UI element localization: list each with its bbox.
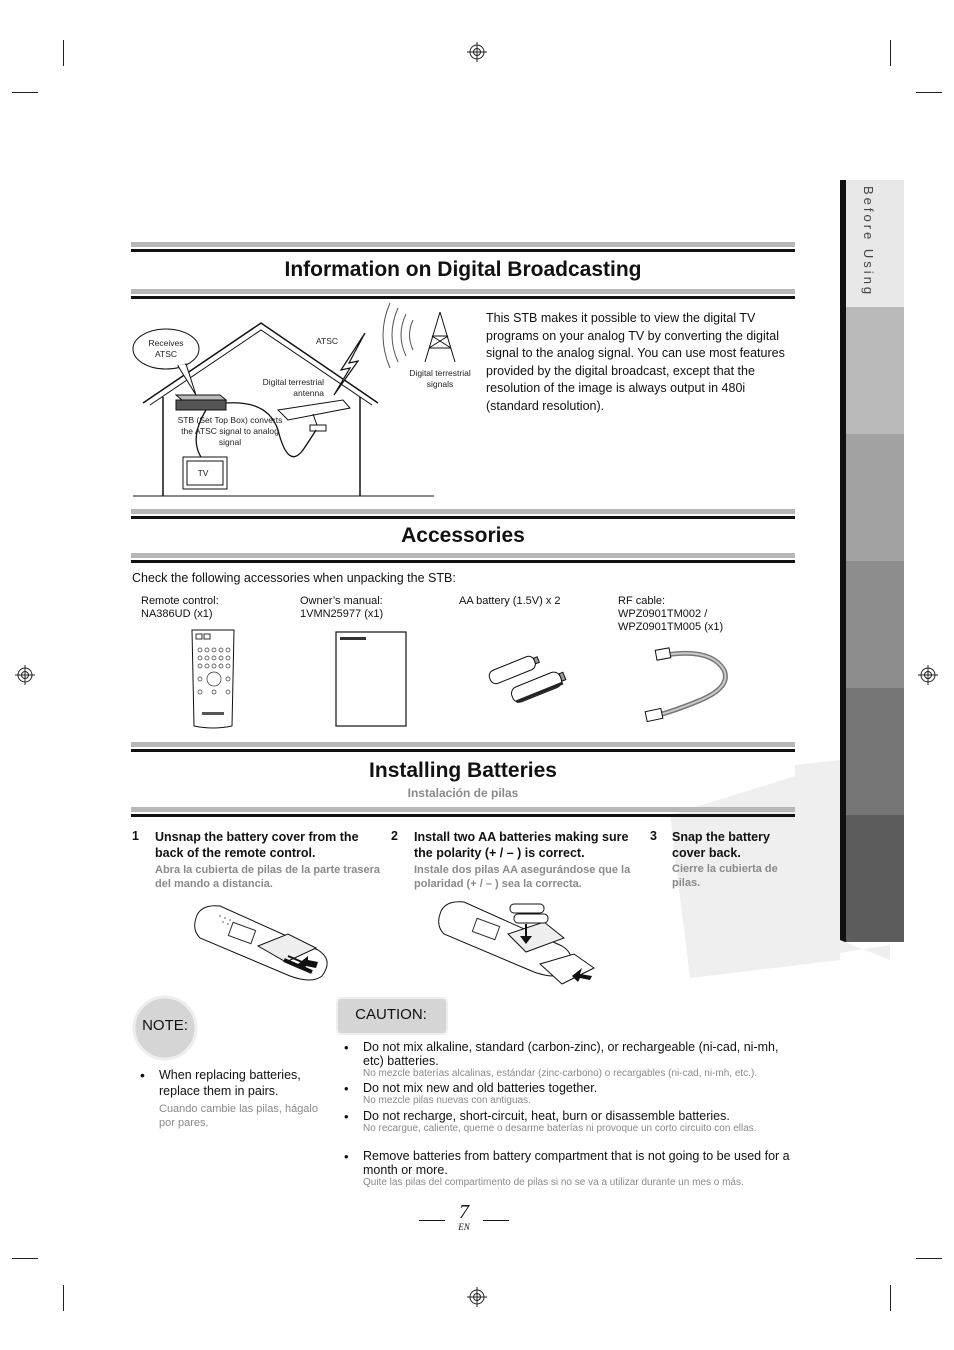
label-antenna: Digital terrestrial antenna: [262, 377, 324, 398]
step-2-es: Instale dos pilas AA asegurándose que la polaridad (+ / – ) sea la correcta.: [414, 864, 631, 890]
header-rule: [131, 249, 795, 252]
rf-cable-icon: [636, 640, 736, 730]
step-1-title: Unsnap the battery cover from the back of the remote control.: [155, 830, 359, 860]
label-terrestrial-signals: Digital terrestrial signals: [409, 368, 471, 389]
section-title-installing-batteries: Installing Batteries: [369, 759, 557, 782]
registration-mark-icon: [918, 665, 938, 685]
step-2-number: 2: [391, 829, 398, 843]
section-title-accessories: Accessories: [401, 524, 525, 547]
header-rule: [131, 242, 795, 247]
header-rule: [131, 749, 795, 752]
step-1-number: 1: [132, 829, 139, 843]
step-2-illustration: [434, 894, 604, 990]
registration-mark-icon: [15, 665, 35, 685]
caution-item-1: Do not mix alkaline, standard (carbon-zinc), or rechargeable (ni-cad, ni-mh, etc) batteries. No mezcle baterías alcalinas, estándar (zinc-carbono) o recargables (ni-cad, ni-mh, etc.).: [363, 1040, 779, 1079]
header-rule: [131, 560, 795, 563]
header-rule: [131, 807, 795, 812]
registration-mark-icon: [467, 42, 487, 62]
aa-battery-icon: [484, 644, 570, 710]
header-rule: [131, 742, 795, 747]
crop-mark: [890, 1285, 891, 1311]
step-2-title: Install two AA batteries making sure the polarity (+ / – ) is correct.: [414, 830, 629, 860]
note-label: NOTE:: [142, 1017, 188, 1034]
page-number-rule: [419, 1220, 445, 1221]
side-tab-segment: [840, 434, 904, 561]
caution-bullet: •: [344, 1109, 349, 1124]
label-tv: TV: [197, 468, 209, 478]
side-tab-segment: [840, 307, 904, 434]
header-rule: [131, 516, 795, 519]
note-bullet: •: [140, 1067, 145, 1083]
crop-mark: [12, 92, 38, 93]
note-text-es: Cuando cambie las pilas, hágalo por pares.: [159, 1103, 318, 1129]
label-atsc: ATSC: [315, 336, 339, 346]
accessory-rf-cable: RF cable: WPZ0901TM002 / WPZ0901TM005 (x1): [618, 595, 724, 633]
accessory-remote: Remote control: NA386UD (x1): [141, 595, 219, 620]
digital-broadcasting-description: This STB makes it possible to view the digital TV programs on your analog TV by converting the digital signal to the analog signal. You can use most features provided by the digital broadcast, except that the resolution of the image is always output in 480i (standard resolution).: [486, 311, 785, 413]
caution-bullet: •: [344, 1081, 349, 1096]
caution-bullet: •: [344, 1040, 349, 1055]
label-stb: STB (Set Top Box) converts the ATSC signal to analog signal: [177, 415, 283, 447]
header-rule: [131, 553, 795, 558]
caution-bullet: •: [344, 1149, 349, 1164]
step-1-es: Abra la cubierta de pilas de la parte trasera del mando a distancia.: [155, 864, 380, 890]
caution-item-4: Remove batteries from battery compartment that is not going to be used for a month or more. Quite las pilas del compartimento de pilas si no se va a utilizar durante un mes o más.: [363, 1149, 790, 1188]
page-number-rule: [483, 1220, 509, 1221]
crop-mark: [63, 1285, 64, 1311]
side-tab-segment: [840, 561, 904, 688]
side-backdrop: [795, 760, 895, 970]
step-3-number: 3: [650, 829, 657, 843]
step-3-es: Cierre la cubierta de pilas.: [672, 863, 778, 889]
accessory-manual: Owner’s manual: 1VMN25977 (x1): [300, 595, 384, 620]
crop-mark: [63, 40, 64, 66]
caution-item-2: Do not mix new and old batteries together. No mezcle pilas nuevas con antiguas.: [363, 1081, 598, 1106]
page-number: 7: [459, 1201, 469, 1223]
header-rule: [131, 289, 795, 294]
label-receives-atsc: Receives ATSC: [148, 338, 184, 359]
registration-mark-icon: [467, 1287, 487, 1307]
accessory-battery: AA battery (1.5V) x 2: [459, 595, 561, 607]
crop-mark: [12, 1258, 38, 1259]
caution-label: CAUTION:: [355, 1006, 427, 1023]
crop-mark: [890, 40, 891, 66]
owners-manual-icon: [334, 630, 408, 728]
crop-mark: [916, 92, 942, 93]
remote-control-icon: [188, 626, 238, 732]
caution-item-3: Do not recharge, short-circuit, heat, burn or disassemble batteries. No recargue, caliente, queme o desarme baterías ni provoque un corto circuito con ellas.: [363, 1109, 757, 1134]
section-title-digital-broadcasting: Information on Digital Broadcasting: [284, 258, 642, 281]
digital-broadcasting-diagram: [128, 300, 488, 500]
side-tab-label: Before Using: [861, 186, 876, 298]
crop-mark: [916, 1258, 942, 1259]
section-subtitle-es: Instalación de pilas: [407, 786, 519, 800]
step-3-title: Snap the battery cover back.: [672, 830, 770, 860]
header-rule: [131, 296, 795, 299]
page-lang: EN: [458, 1222, 470, 1232]
accessories-intro: Check the following accessories when unpacking the STB:: [132, 571, 456, 585]
header-rule: [131, 814, 795, 817]
note-text: When replacing batteries, replace them in pairs.: [159, 1068, 301, 1098]
header-rule: [131, 509, 795, 514]
step-1-illustration: [190, 898, 340, 984]
